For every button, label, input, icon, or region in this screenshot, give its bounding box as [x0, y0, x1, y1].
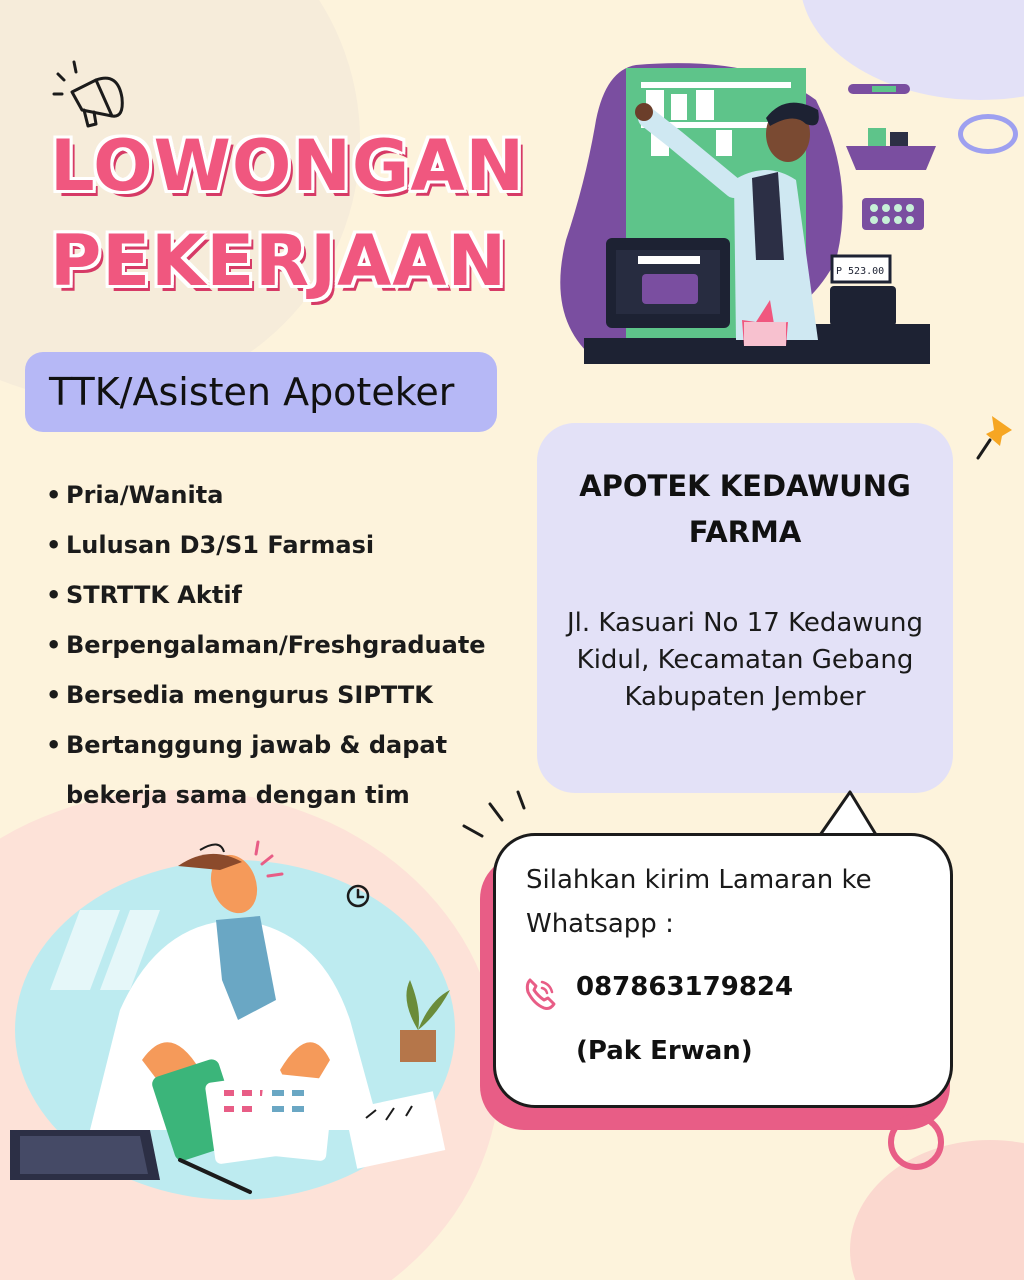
pharmacist-illustration	[556, 60, 946, 370]
company-card	[537, 423, 953, 793]
contact-person: (Pak Erwan)	[576, 1036, 753, 1066]
position-pill	[25, 352, 497, 432]
requirement-item: • Lulusan D3/S1 Farmasi	[44, 520, 514, 570]
position-title: TTK/Asisten Apoteker	[49, 370, 455, 414]
contact-card	[493, 833, 953, 1108]
bg-blob-bottom-right	[850, 1140, 1024, 1280]
ring-decoration-pink	[888, 1114, 944, 1170]
phone-number: 087863179824	[576, 972, 794, 1002]
title-line-1: LOWONGAN	[50, 125, 526, 207]
register-display-text: P 523.00	[836, 266, 885, 277]
requirements-list	[44, 470, 514, 820]
stressed-pharmacist-illustration	[10, 840, 470, 1200]
requirement-item: • Pria/Wanita	[44, 470, 514, 520]
company-address: Jl. Kasuari No 17 Kedawung Kidul, Kecamatan Gebang Kabupaten Jember	[567, 608, 923, 712]
pushpin-icon	[972, 410, 1020, 464]
ring-decoration	[958, 114, 1018, 154]
contact-instruction: Silahkan kirim Lamaran ke Whatsapp :	[526, 865, 872, 939]
requirement-item: • Bersedia mengurus SIPTTK	[44, 670, 514, 720]
phone-icon	[522, 976, 558, 1012]
requirement-item: • Berpengalaman/Freshgraduate	[44, 620, 514, 670]
requirement-item: • Bertanggung jawab & dapat bekerja sama dengan tim	[44, 720, 514, 820]
title-line-2: PEKERJAAN	[50, 220, 508, 302]
requirement-item: • STRTTK Aktif	[44, 570, 514, 620]
megaphone-icon	[52, 58, 132, 132]
company-name: APOTEK KEDAWUNG FARMA	[579, 469, 911, 549]
